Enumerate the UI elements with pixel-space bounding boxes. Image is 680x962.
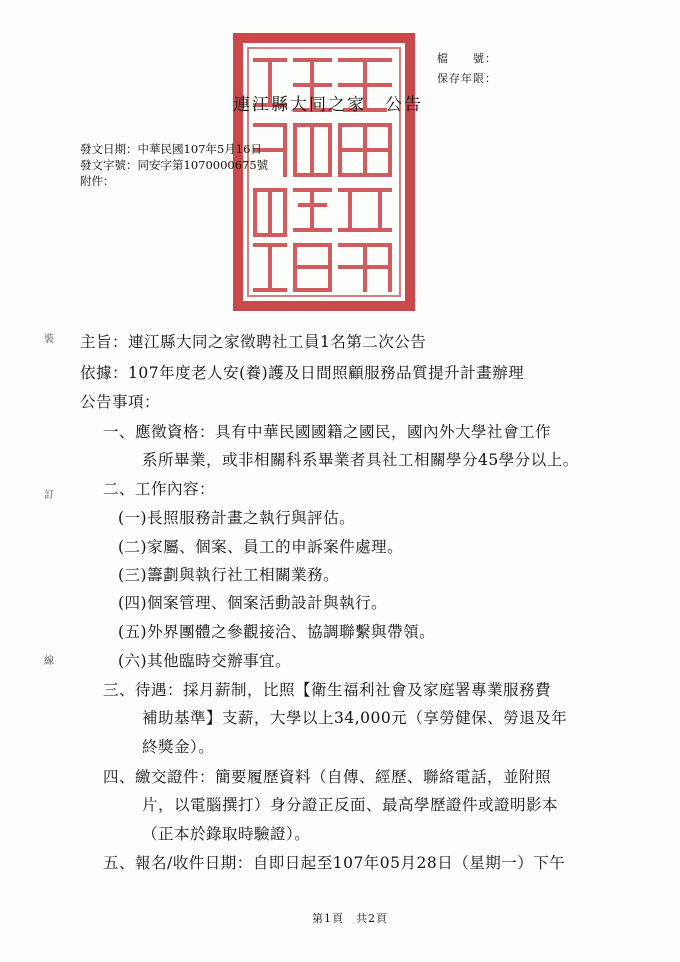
item-2-sub-2: (二)家屬、個案、員工的申訴案件處理。 <box>118 538 404 556</box>
document-number: 發文字號：同安字第1070000675號 <box>80 158 269 172</box>
item-2-heading: 二、工作內容： <box>103 480 216 498</box>
item-2-sub-1: (一)長照服務計畫之執行與評估。 <box>118 509 356 527</box>
item-4-line-1: 四、繳交證件：簡要履歷資料（自傳、經歷、聯絡電話，並附照 <box>103 768 552 786</box>
retention-period-label: 保存年限： <box>437 72 497 85</box>
item-5-line-1: 五、報名/收件日期：自即日起至107年05月28日（星期一）下午 <box>103 854 566 872</box>
page-number: 第1頁 共2頁 <box>312 912 388 925</box>
issue-date: 發文日期：中華民國107年5月16日 <box>80 142 262 156</box>
items-heading: 公告事項： <box>80 393 161 411</box>
item-3-line-2: 補助基準】支薪，大學以上34,000元（享勞健保、勞退及年 <box>142 709 568 727</box>
subject-line: 主旨：連江縣大同之家徵聘社工員1名第二次公告 <box>80 333 427 351</box>
item-2-sub-5: (五)外界團體之參觀接洽、協調聯繫與帶領。 <box>118 623 436 641</box>
item-2-sub-4: (四)個案管理、個案活動設計與執行。 <box>118 594 388 612</box>
item-2-sub-3: (三)籌劃與執行社工相關業務。 <box>118 566 340 584</box>
margin-mark-bind: 裝 <box>44 334 54 345</box>
item-1-line-1: 一、應徵資格：具有中華民國國籍之國民，國內外大學社會工作 <box>103 423 552 441</box>
item-3-line-3: 終獎金）。 <box>142 738 215 756</box>
basis-line: 依據：107年度老人安(養)護及日間照顧服務品質提升計畫辦理 <box>80 364 525 382</box>
attachment-label: 附件： <box>80 174 115 188</box>
item-4-line-2: 片，以電腦撰打）身分證正反面、最高學歷證件或證明影本 <box>142 796 559 814</box>
item-2-sub-6: (六)其他臨時交辦事宜。 <box>118 652 292 670</box>
margin-mark-staple: 訂 <box>44 490 54 501</box>
document-title: 連江縣大同之家 公告 <box>233 95 423 115</box>
item-3-line-1: 三、待遇：採月薪制，比照【衛生福利社會及家庭署專業服務費 <box>103 681 552 699</box>
margin-mark-line: 線 <box>44 656 54 667</box>
file-number-label: 檔 號： <box>437 52 497 65</box>
item-4-line-3: （正本於錄取時驗證）。 <box>142 825 311 843</box>
item-1-line-2: 系所畢業，或非相關科系畢業者具社工相關學分45學分以上。 <box>142 451 579 469</box>
